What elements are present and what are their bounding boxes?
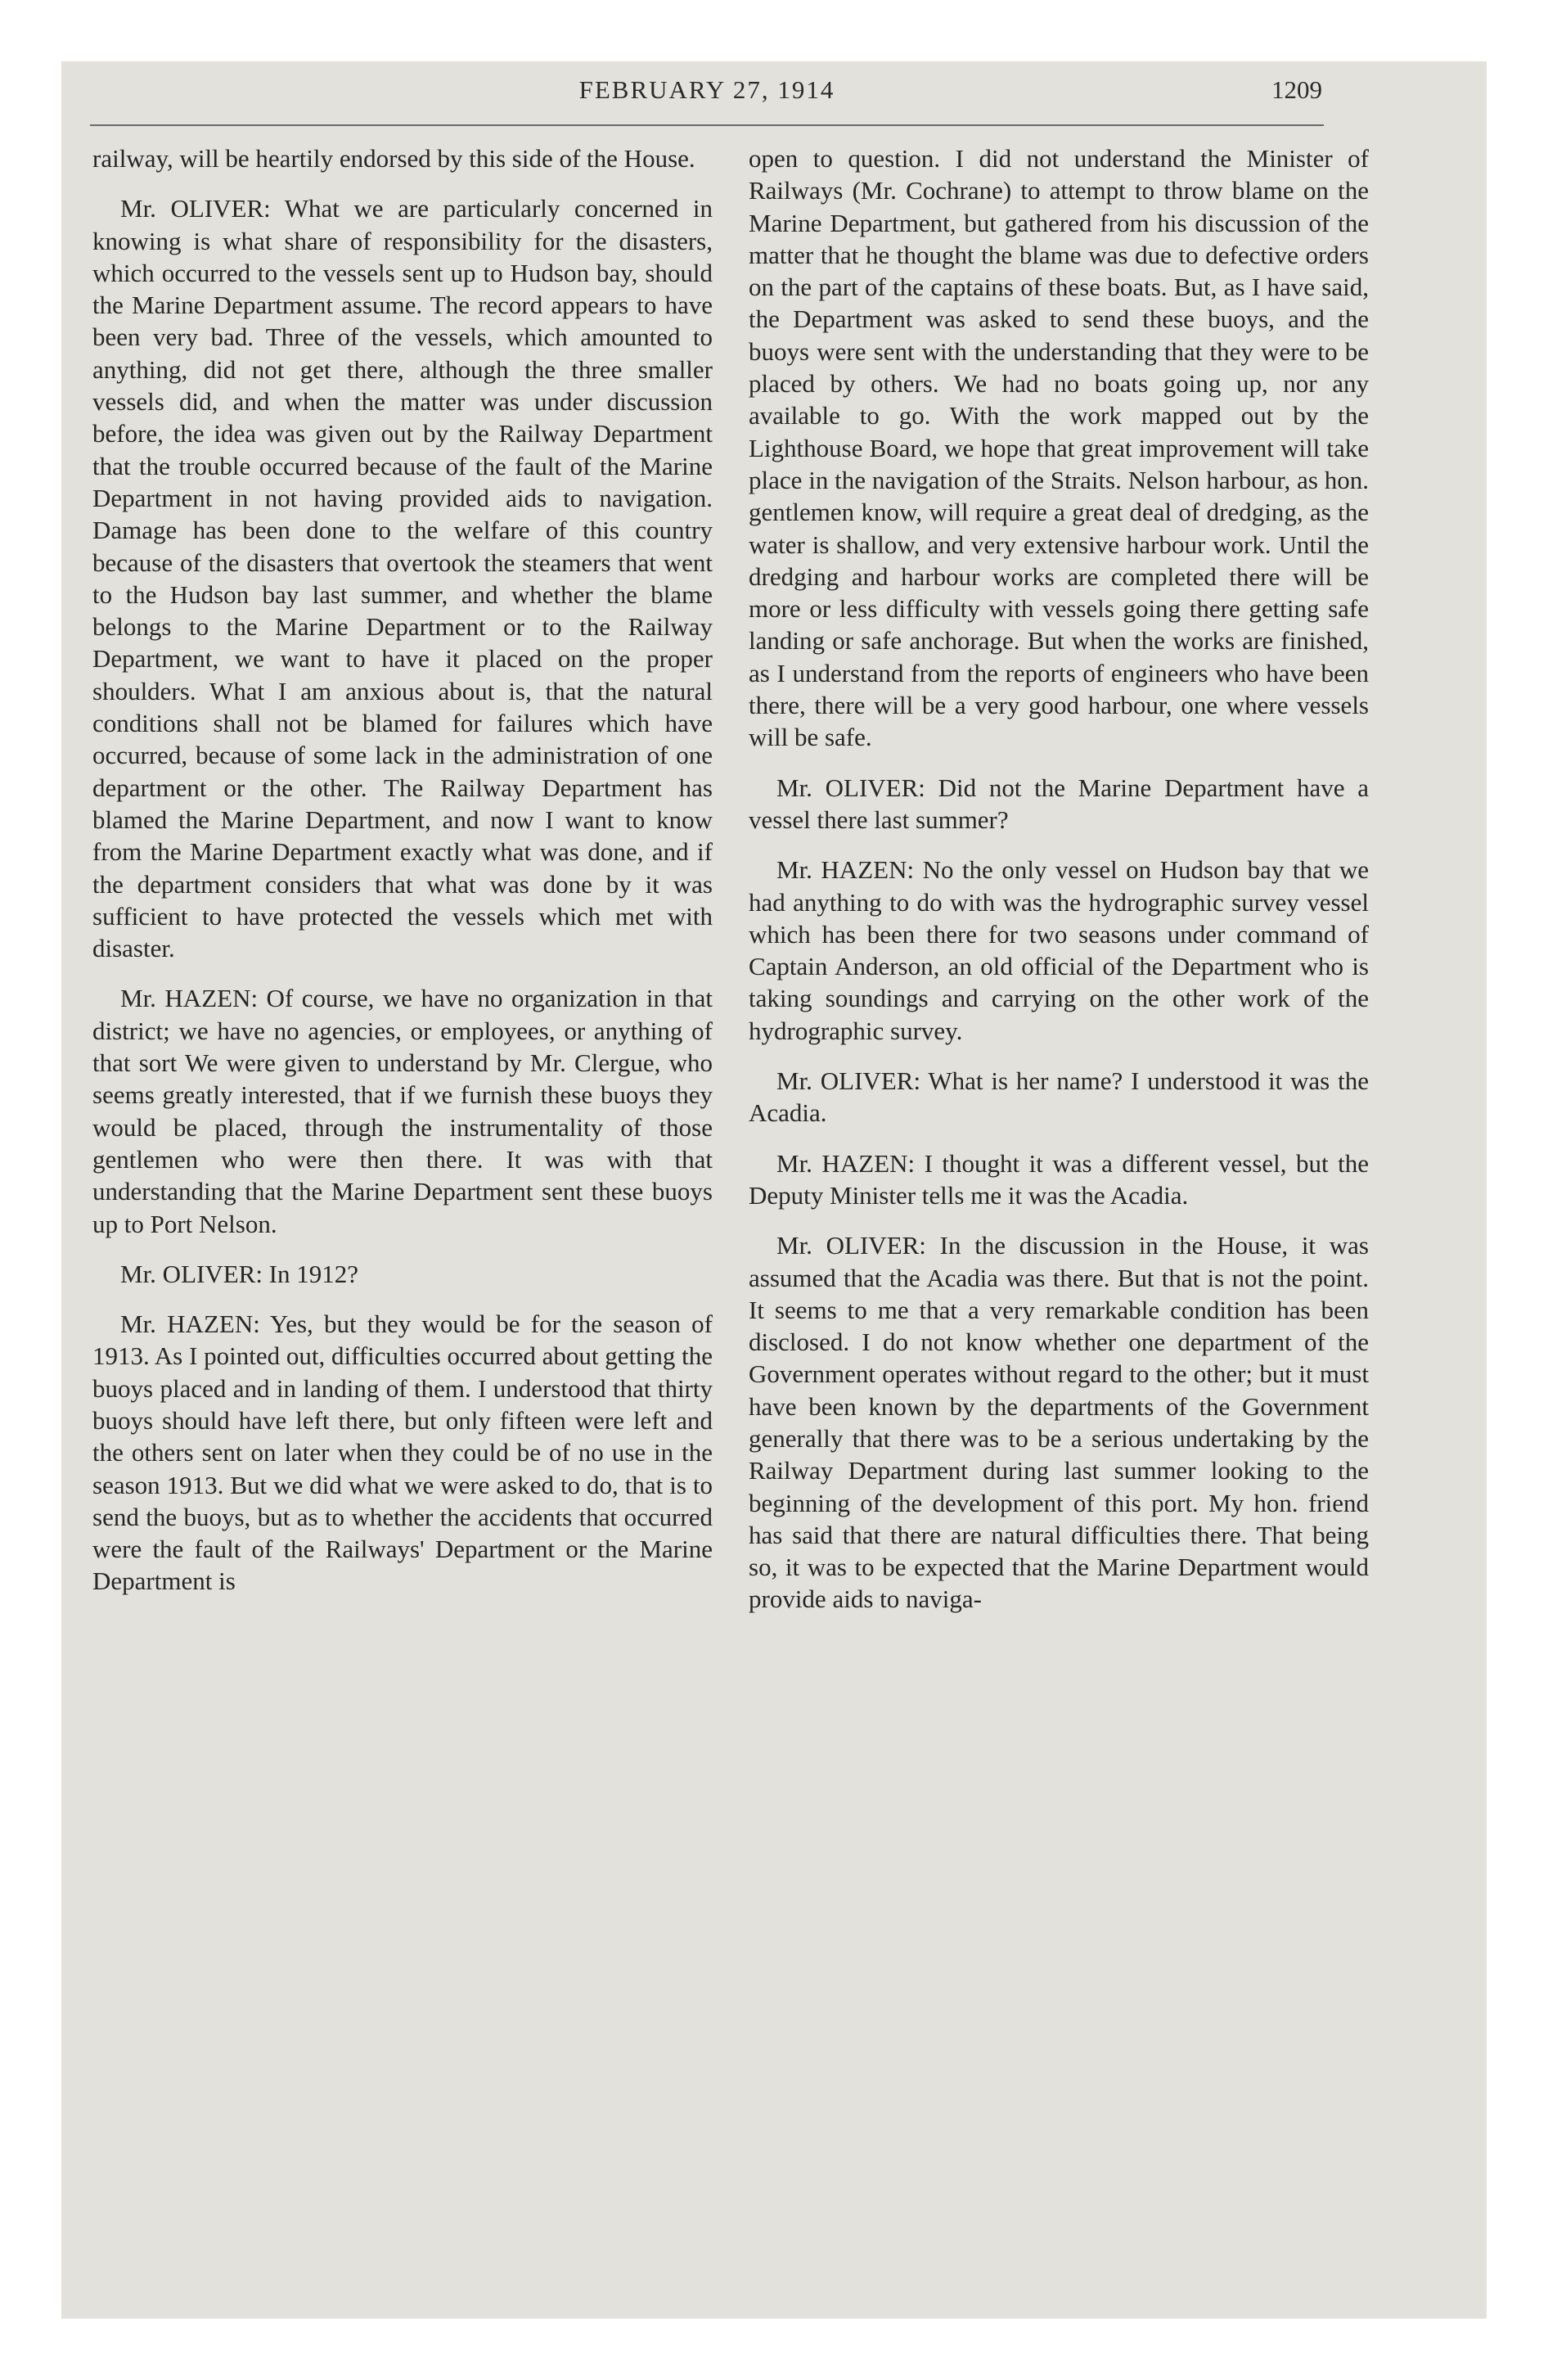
paragraph: Mr. OLIVER: What we are particularly concerned in knowing is what share of responsibility for the disasters, which occurred to the vessels sent up to Hudson bay, should the Marine Department assume. The record appears to have been very bad. Three of the vessels, which amounted to anything, did not get there, although the three smaller vessels did, and when the matter was under discussion before, the idea was given out by the Railway Department that the trouble occurred because of the fault of the Marine Department in not having provided aids to navigation. Damage has been done to the welfare of this country because of the disasters that overtook the steamers that went to the Hudson bay last summer, and whether the blame belongs to the Marine Department or to the Railway Department, we want to have it placed on the proper shoulders. What I am anxious about is, that the natural conditions shall not be blamed for failures which have occurred, because of some lack in the administration of one department or the other. The Railway Department has blamed the Marine Department, and now I want to know from the Marine Department exactly what was done, and if the department considers that what was done by it was sufficient to have protected the vessels which met with disaster. xyxy=(92,194,713,963)
page-number: 1209 xyxy=(1271,75,1322,104)
header-rule xyxy=(90,124,1324,126)
header-date: FEBRUARY 27, 1914 xyxy=(578,75,835,104)
right-column xyxy=(749,142,1369,1634)
page-header xyxy=(92,64,1322,121)
left-column xyxy=(92,142,713,1616)
paragraph: Mr. HAZEN: I thought it was a different vessel, but the Deputy Minister tells me it was the Acadia. xyxy=(749,1148,1369,1210)
paragraph: Mr. OLIVER: In 1912? xyxy=(120,1259,359,1288)
paragraph: Mr. OLIVER: In the discussion in the House, it was assumed that the Acadia was there. But that is not the point. It seems to me that a very remarkable condition has been disclosed. I do not know whether one department of the Government operates without regard to the other; but it must have been known by the departments of the Government generally that there was to be a serious undertaking by the Railway Department during last summer looking to the beginning of the development of this port. My hon. friend has said that there are natural difficulties there. That being so, it was to be expected that the Marine Department would provide aids to naviga- xyxy=(749,1231,1369,1614)
paragraph: Mr. HAZEN: Of course, we have no organization in that district; we have no agencies, or employees, or anything of that sort We were given to understand by Mr. Clergue, who seems greatly interested, that if we furnish these buoys they would be placed, through the instrumentality of those gentlemen who were then there. It was with that understanding that the Marine Department sent these buoys up to Port Nelson. xyxy=(92,984,713,1238)
paragraph: Mr. OLIVER: What is her name? I understood it was the Acadia. xyxy=(749,1066,1369,1128)
paragraph: railway, will be heartily endorsed by this side of the House. xyxy=(92,144,695,173)
paragraph: open to question. I did not understand the Minister of Railways (Mr. Cochrane) to attempt to throw blame on the Marine Department, but gathered from his discussion of the matter that he thought the blame was due to defective orders on the part of the captains of these boats. But, as I have said, the Department was asked to send these buoys, and the buoys were sent with the understanding that they were to be placed by others. We had no boats going up, nor any available to go. With the work mapped out by the Lighthouse Board, we hope that great improvement will take place in the navigation of the Straits. Nelson harbour, as hon. gentlemen know, will require a great deal of dredging, as the water is shallow, and very extensive harbour work. Until the dredging and harbour works are completed there will be more or less difficulty with vessels going there getting safe landing or safe anchorage. But when the works are finished, as I understand from the reports of engineers who have been there, there will be a very good harbour, one where vessels will be safe. xyxy=(749,144,1369,752)
paragraph: Mr. HAZEN: No the only vessel on Hudson bay that we had anything to do with was the hydrographic survey vessel which has been there for two seasons under command of Captain Anderson, an old official of the Department who is taking soundings and carrying on the other work of the hydrographic survey. xyxy=(749,855,1369,1045)
paragraph: Mr. HAZEN: Yes, but they would be for the season of 1913. As I pointed out, difficulties occurred about getting the buoys placed and in landing of them. I understood that thirty buoys should have left there, but only fifteen were left and the others sent on later when they could be of no use in the season 1913. But we did what we were asked to do, that is to send the buoys, but as to whether the accidents that occurred were the fault of the Railways' Department or the Marine Department is xyxy=(92,1309,713,1596)
paragraph: Mr. OLIVER: Did not the Marine Department have a vessel there last summer? xyxy=(749,773,1369,834)
